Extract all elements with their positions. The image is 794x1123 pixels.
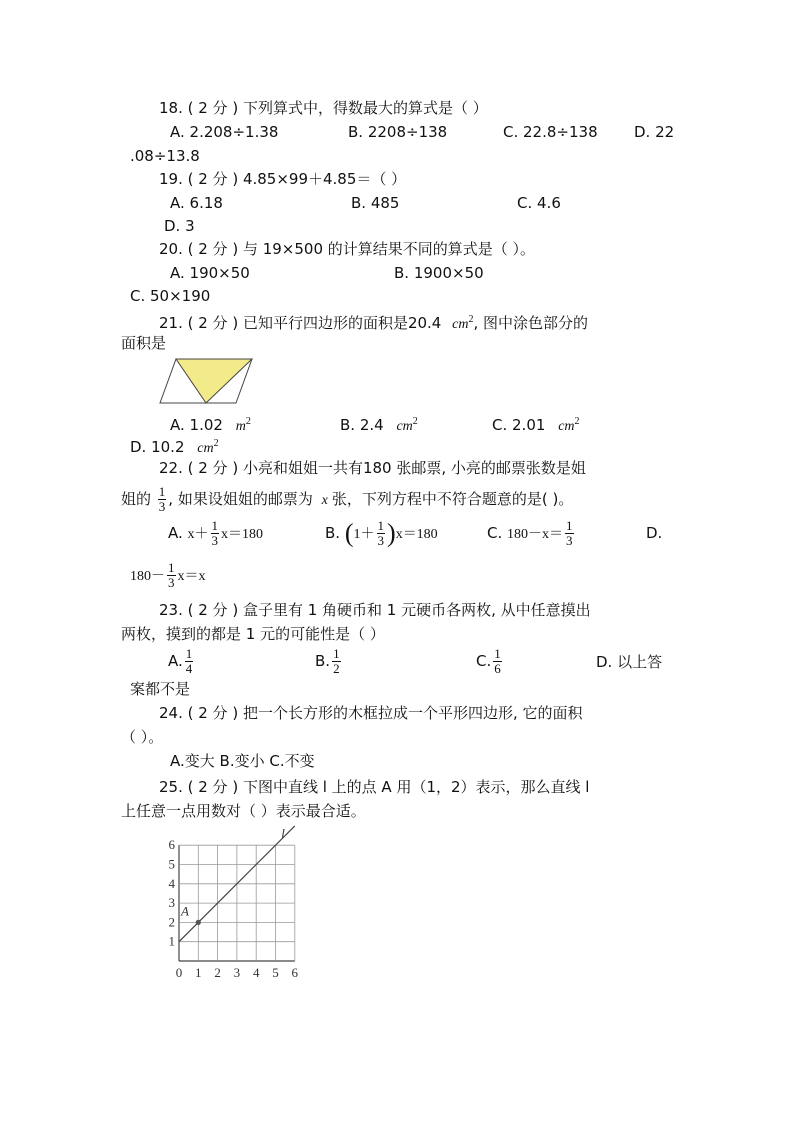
q19-option-d[interactable]: D. 3 — [164, 217, 195, 235]
q20-option-b[interactable]: B. 1900×50 — [394, 264, 484, 282]
paren-open: ( — [344, 518, 354, 548]
unit-cm: cm — [452, 317, 469, 332]
fraction-one-third: $\frac{1}{3}$ — [211, 518, 219, 548]
q23-option-d-continued: 案都不是 — [130, 680, 191, 698]
q23-option-b[interactable] — [315, 647, 343, 676]
option-label: C. — [476, 652, 492, 670]
q22-text: 张，下列方程中不符合题意的是( )。 — [331, 490, 574, 508]
unit-cm: cm — [396, 419, 413, 434]
q18-option-a[interactable]: A. 2.208÷1.38 — [170, 123, 279, 141]
q20-option-a[interactable]: A. 190×50 — [170, 264, 250, 282]
q21-option-b[interactable] — [340, 412, 418, 437]
point-a — [196, 920, 201, 925]
unit-exponent: 2 — [468, 314, 474, 325]
q23-stem-line1: 23. ( 2 分 ) 盒子里有 1 角硬币和 1 元硬币各两枚, 从中任意摸出 — [159, 601, 591, 619]
y-tick-label: 2 — [168, 914, 175, 930]
equation-part: 1＋ — [353, 527, 375, 542]
q20-option-c[interactable]: C. 50×190 — [130, 287, 211, 305]
coordinate-graph — [165, 825, 305, 980]
option-label: B. — [325, 524, 341, 542]
fraction: $\frac{1}{4}$ — [185, 646, 193, 676]
variable-x: x — [321, 493, 328, 508]
grid — [179, 845, 295, 961]
q20-stem: 20. ( 2 分 ) 与 19×500 的计算结果不同的算式是（ ）。 — [159, 240, 536, 258]
unit-exponent: 2 — [245, 416, 251, 427]
equation-part: 180－ — [130, 569, 165, 584]
q22-text: , 如果设姐姐的邮票为 — [168, 490, 313, 508]
x-tick-label: 0 — [175, 965, 183, 980]
y-tick-label: 3 — [168, 895, 175, 911]
equation-part: x＝180 — [221, 527, 264, 542]
q21-stem-line1 — [159, 310, 588, 335]
q21-option-c[interactable] — [492, 412, 580, 437]
unit-m: m — [235, 419, 246, 434]
unit-exponent: 2 — [412, 416, 418, 427]
q18-option-d[interactable]: D. 22 — [634, 123, 675, 141]
point-label: A — [181, 903, 189, 919]
equation-part: x＝x — [177, 569, 206, 584]
q23-option-c[interactable] — [476, 647, 504, 676]
x-tick-label: 4 — [252, 965, 260, 980]
fraction: $\frac{1}{6}$ — [494, 646, 501, 676]
q24-options[interactable]: A.变大 B.变小 C.不变 — [170, 752, 315, 770]
x-tick-label: 1 — [195, 965, 202, 980]
x-tick-label: 3 — [233, 965, 241, 980]
q22-option-c[interactable] — [487, 518, 576, 550]
q23-option-d[interactable]: D. 以上答 — [596, 653, 663, 671]
q25-stem-line1: 25. ( 2 分 ) 下图中直线 l 上的点 A 用（1，2）表示，那么直线 l — [159, 778, 590, 796]
q19-stem: 19. ( 2 分 ) 4.85×99＋4.85＝（ ） — [159, 170, 407, 188]
parallelogram-figure — [158, 357, 254, 405]
q21-option-a-value: A. 1.02 — [170, 416, 223, 434]
q18-option-c[interactable]: C. 22.8÷138 — [503, 123, 598, 141]
q21-stem-text-2: , 图中涂色部分的 — [473, 314, 588, 332]
x-tick-label: 6 — [291, 965, 299, 980]
q22-option-d-label[interactable]: D. — [646, 524, 663, 542]
q23-stem-line2: 两枚，摸到的都是 1 元的可能性是（ ） — [121, 625, 385, 643]
q22-stem-line1: 22. ( 2 分 ) 小亮和姐姐一共有180 张邮票, 小亮的邮票张数是姐 — [159, 459, 586, 477]
fraction-one-third: $\frac{1}{3}$ — [566, 518, 573, 548]
q21-option-b-value: B. 2.4 — [340, 416, 384, 434]
equation-part: 180－x＝ — [507, 527, 564, 542]
fraction-one-third: $\frac{1}{3}$ — [158, 484, 166, 514]
unit-cm: cm — [197, 441, 214, 456]
q18-stem: 18. ( 2 分 ) 下列算式中，得数最大的算式是（ ） — [159, 99, 488, 117]
x-tick-label: 5 — [272, 965, 279, 980]
option-label: A. — [168, 652, 183, 670]
equation-part: x＝180 — [395, 527, 438, 542]
option-label: B. — [315, 652, 331, 670]
q21-option-d[interactable] — [130, 434, 219, 459]
q25-stem-line2: 上任意一点用数对（ ）表示最合适。 — [121, 802, 366, 820]
q22-option-b[interactable] — [325, 518, 438, 550]
q18-option-b[interactable]: B. 2208÷138 — [348, 123, 448, 141]
q24-stem-line2: （ ）。 — [121, 728, 164, 746]
option-label: C. — [487, 524, 503, 542]
paren-close: ) — [387, 518, 396, 548]
q19-option-c[interactable]: C. 4.6 — [517, 194, 561, 212]
unit-exponent: 2 — [574, 416, 580, 427]
q21-option-d-value: D. 10.2 — [130, 438, 185, 456]
q21-stem-line2: 面积是 — [121, 334, 167, 352]
y-tick-label: 5 — [168, 856, 175, 872]
q22-option-d[interactable] — [130, 560, 206, 592]
q23-option-a[interactable] — [168, 647, 195, 676]
q22-stem-line2 — [121, 484, 573, 516]
q22-text: 姐的 — [121, 490, 152, 508]
line-label: l — [281, 825, 285, 841]
q19-option-a[interactable]: A. 6.18 — [170, 194, 223, 212]
q18-option-d-continued: .08÷13.8 — [130, 147, 200, 165]
option-label: A. — [168, 524, 183, 542]
y-tick-label: 4 — [168, 875, 175, 891]
fraction: $\frac{1}{2}$ — [333, 646, 340, 676]
x-tick-label: 2 — [214, 965, 221, 980]
fraction-one-third: $\frac{1}{3}$ — [168, 560, 175, 590]
unit-cm: cm — [558, 419, 575, 434]
unit-exponent: 2 — [213, 438, 219, 449]
y-tick-label: 6 — [168, 837, 175, 853]
q21-option-c-value: C. 2.01 — [492, 416, 546, 434]
q22-option-a[interactable] — [168, 518, 263, 550]
equation-part: x＋ — [187, 527, 209, 542]
q19-option-b[interactable]: B. 485 — [351, 194, 400, 212]
y-tick-label: 1 — [168, 933, 175, 949]
fraction-one-third: $\frac{1}{3}$ — [377, 518, 385, 548]
q24-stem-line1: 24. ( 2 分 ) 把一个长方形的木框拉成一个平形四边形, 它的面积 — [159, 704, 583, 722]
q21-stem-text: 21. ( 2 分 ) 已知平行四边形的面积是20.4 — [159, 314, 442, 332]
